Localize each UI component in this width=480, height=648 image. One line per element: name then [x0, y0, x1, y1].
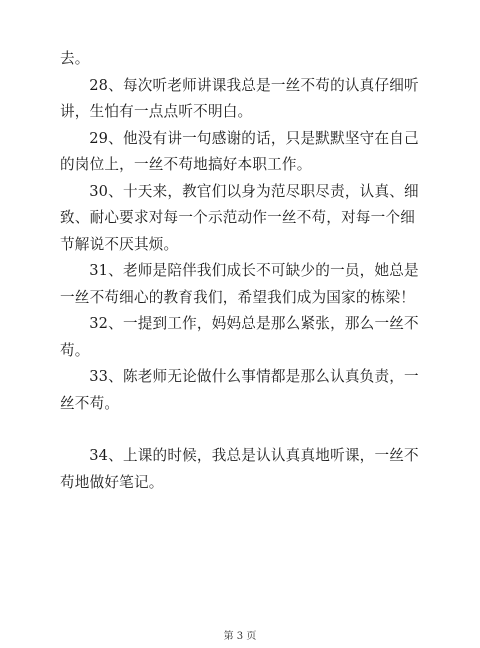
paragraph-continuation: 去。 — [60, 50, 90, 67]
paragraph-29: 29、他没有讲一句感谢的话，只是默默坚守在自己的岗位上，一丝不苟地搞好本职工作。 — [60, 129, 419, 173]
paragraph-32: 32、一提到工作，妈妈总是那么紧张，那么一丝不苟。 — [60, 315, 419, 359]
page-number: 第 3 页 — [223, 631, 257, 642]
paragraph-31: 31、老师是陪伴我们成长不可缺少的一员，她总是一丝不苟细心的教育我们，希望我们成为国家的栋梁！ — [60, 262, 419, 306]
paragraph-30: 30、十天来，教官们以身为范尽职尽责，认真、细致、耐心要求对每一个示范动作一丝不苟，对每一个细节解说不厌其烦。 — [60, 182, 419, 253]
document-body — [60, 46, 420, 496]
paragraph-28: 28、每次听老师讲课我总是一丝不苟的认真仔细听讲，生怕有一点点听不明白。 — [60, 76, 419, 120]
paragraph-33: 33、陈老师无论做什么事情都是那么认真负责，一丝不苟。 — [60, 368, 419, 412]
paragraph-34: 34、上课的时候，我总是认认真真地听课，一丝不苟地做好笔记。 — [60, 447, 419, 491]
